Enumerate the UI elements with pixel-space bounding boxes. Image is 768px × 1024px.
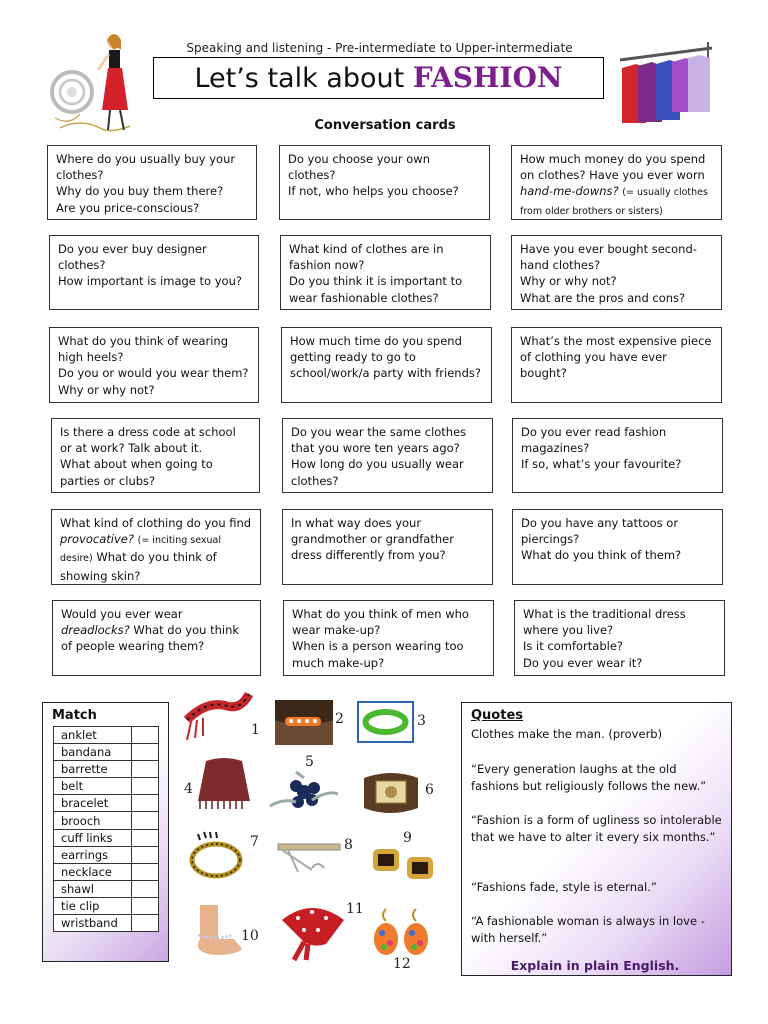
conversation-card: Have you ever bought second-hand clothes? Why or why not? What are the pros and cons?	[511, 235, 722, 310]
table-row	[54, 761, 159, 778]
answer-cell[interactable]	[132, 897, 159, 914]
table-row	[54, 863, 159, 880]
match-word: belt	[54, 778, 132, 795]
match-word: wristband	[54, 915, 132, 932]
conversation-card: What kind of clothes are in fashion now? Do you think it is important to wear fashionable clothes?	[280, 235, 491, 310]
picture-number: 3	[417, 713, 426, 729]
match-word: tie clip	[54, 897, 132, 914]
quote-text: “A fashionable woman is always in love - with herself.”	[471, 914, 705, 945]
match-table	[53, 726, 159, 932]
answer-cell[interactable]	[132, 778, 159, 795]
section-heading: Conversation cards	[314, 118, 456, 133]
conversation-card: What’s the most expensive piece of clothing you have ever bought?	[511, 327, 722, 403]
table-row	[54, 897, 159, 914]
scarf-icon	[183, 690, 253, 745]
explain-instruction: Explain in plain English.	[510, 958, 680, 973]
conversation-card: How much money do you spend on clothes? Have you ever worn hand-me-downs? (= usually clothes from older brothers or sisters)	[511, 145, 722, 220]
fashion-woman-illustration	[50, 30, 145, 138]
conversation-card: Do you ever read fashion magazines? If so, what’s your favourite?	[512, 418, 723, 493]
quote-text: “Fashion is a form of ugliness so intolerable that we have to alter it every six months.”	[471, 813, 722, 844]
brooch-icon	[268, 770, 340, 818]
picture-number: 11	[346, 901, 364, 917]
clothes-rack-illustration	[616, 38, 716, 128]
barrette-icon	[275, 700, 333, 745]
answer-cell[interactable]	[132, 863, 159, 880]
match-word: barrette	[54, 761, 132, 778]
table-row	[54, 778, 159, 795]
match-word: cuff links	[54, 829, 132, 846]
table-row	[54, 880, 159, 897]
answer-cell[interactable]	[132, 727, 159, 744]
conversation-card: Do you wear the same clothes that you wore ten years ago? How long do you usually wear clothes?	[282, 418, 493, 493]
conversation-card: Where do you usually buy your clothes? Why do you buy them there? Are you price-conscious?	[47, 145, 257, 220]
table-row	[54, 795, 159, 812]
cuff-links-icon	[369, 843, 437, 885]
answer-cell[interactable]	[132, 812, 159, 829]
quote-text: Clothes make the man. (proverb)	[471, 727, 663, 741]
conversation-card: Do you have any tattoos or piercings? What do you think of them?	[512, 509, 723, 585]
picture-number: 4	[184, 781, 193, 797]
answer-cell[interactable]	[132, 880, 159, 897]
quote-text: “Every generation laughs at the old fashions but religiously follows the new.”	[471, 762, 707, 793]
match-word: earrings	[54, 846, 132, 863]
title-accent: FASHION	[412, 61, 563, 94]
picture-number: 12	[393, 956, 411, 972]
conversation-card: Would you ever wear dreadlocks? What do you think of people wearing them?	[52, 600, 261, 676]
tie-clip-icon	[276, 838, 342, 876]
picture-number: 2	[335, 711, 344, 727]
answer-cell[interactable]	[132, 795, 159, 812]
conversation-card: What is the traditional dress where you live? Is it comfortable? Do you ever wear it?	[514, 600, 725, 676]
answer-cell[interactable]	[132, 915, 159, 932]
bandana-icon	[278, 900, 348, 962]
answer-cell[interactable]	[132, 846, 159, 863]
conversation-card: Do you choose your own clothes? If not, who helps you choose?	[279, 145, 490, 220]
conversation-card: Do you ever buy designer clothes? How important is image to you?	[49, 235, 259, 310]
table-row	[54, 744, 159, 761]
conversation-card: What do you think of wearing high heels? Do you or would you wear them? Why or why not?	[49, 327, 259, 403]
page-title	[153, 57, 604, 99]
table-row	[54, 915, 159, 932]
picture-number: 7	[250, 834, 259, 850]
picture-number: 10	[241, 928, 259, 944]
picture-number: 1	[251, 722, 260, 738]
belt-icon	[360, 768, 422, 818]
table-row	[54, 829, 159, 846]
match-word: bandana	[54, 744, 132, 761]
answer-cell[interactable]	[132, 829, 159, 846]
conversation-card: How much time do you spend getting ready to go to school/work/a party with friends?	[281, 327, 492, 403]
quote-text: “Fashions fade, style is eternal.”	[471, 880, 657, 894]
conversation-card: What kind of clothing do you find provocative? (= inciting sexual desire) What do you think of showing skin?	[51, 509, 261, 585]
anklet-icon	[190, 905, 244, 957]
conversation-card: In what way does your grandmother or grandfather dress differently from you?	[282, 509, 493, 585]
match-word: brooch	[54, 812, 132, 829]
table-row	[54, 727, 159, 744]
match-word: anklet	[54, 727, 132, 744]
conversation-card: Is there a dress code at school or at work? Talk about it. What about when going to parties or clubs?	[51, 418, 260, 493]
picture-number: 6	[425, 782, 434, 798]
title-prefix: Let’s talk about	[194, 63, 413, 94]
picture-number: 9	[403, 830, 412, 846]
quotes-heading: Quotes	[471, 708, 524, 723]
answer-cell[interactable]	[132, 761, 159, 778]
match-word: shawl	[54, 880, 132, 897]
match-word: bracelet	[54, 795, 132, 812]
earrings-icon	[370, 905, 432, 959]
picture-number: 5	[305, 754, 314, 770]
bracelet-icon	[188, 830, 246, 884]
shawl-icon	[196, 757, 252, 810]
answer-cell[interactable]	[132, 744, 159, 761]
subtitle: Speaking and listening - Pre-intermediate to Upper-intermediate	[186, 41, 573, 55]
match-heading: Match	[52, 708, 97, 723]
table-row	[54, 846, 159, 863]
match-word: necklace	[54, 863, 132, 880]
picture-number: 8	[344, 837, 353, 853]
conversation-card: What do you think of men who wear make-up? When is a person wearing too much make-up?	[283, 600, 494, 676]
table-row	[54, 812, 159, 829]
wristband-icon	[357, 701, 414, 743]
